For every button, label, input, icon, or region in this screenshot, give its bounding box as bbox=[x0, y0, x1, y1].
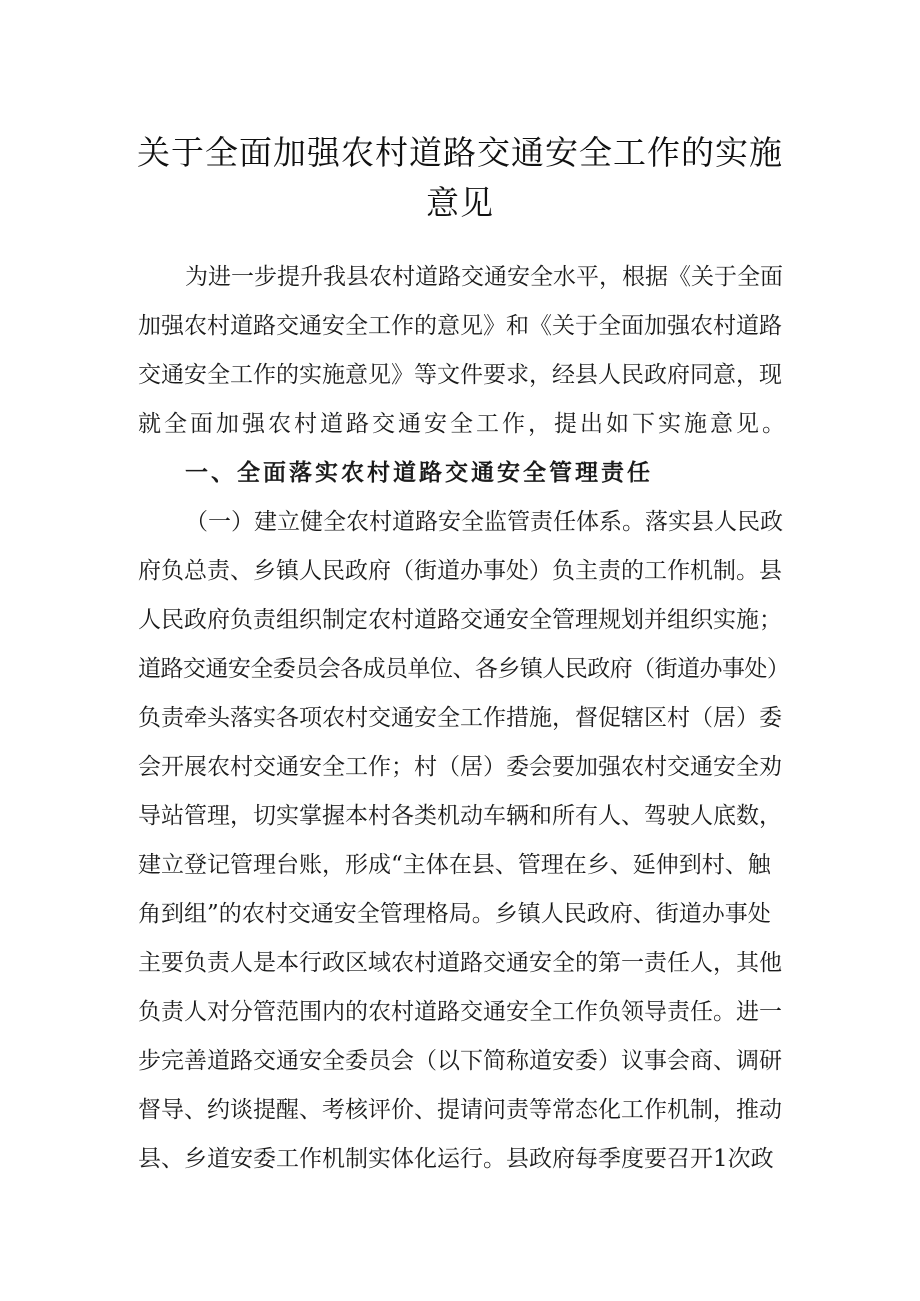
paragraph-1-line-5: 负责牵头落实各项农村交通安全工作措施，督促辖区村（居）委 bbox=[138, 705, 782, 731]
paragraph-1-line-13: 督导、约谈提醒、考核评价、提请问责等常态化工作机制，推动 bbox=[138, 1097, 782, 1123]
paragraph-1-line-12: 步完善道路交通安全委员会（以下简称道安委）议事会商、调研 bbox=[138, 1048, 782, 1074]
paragraph-1-line-3: 人民政府负责组织制定农村道路交通安全管理规划并组织实施； bbox=[138, 607, 782, 633]
paragraph-1-line-9: 角到组”的农村交通安全管理格局。乡镇人民政府、街道办事处 bbox=[138, 901, 771, 927]
paragraph-1-line-1: （一）建立健全农村道路安全监管责任体系。落实县人民政 bbox=[185, 509, 783, 535]
paragraph-1-line-14: 县、乡道安委工作机制实体化运行。县政府每季度要召开1次政 bbox=[138, 1146, 774, 1172]
paragraph-1-line-10: 主要负责人是本行政区域农村道路交通安全的第一责任人，其他 bbox=[138, 950, 782, 976]
paragraph-1-line-11: 负责人对分管范围内的农村道路交通安全工作负领导责任。进一 bbox=[138, 999, 782, 1025]
paragraph-1-line-6: 会开展农村交通安全工作；村（居）委会要加强农村交通安全劝 bbox=[138, 754, 782, 780]
paragraph-intro-line-1: 为进一步提升我县农村道路交通安全水平，根据《关于全面 bbox=[185, 264, 783, 290]
paragraph-1-line-4: 道路交通安全委员会各成员单位、各乡镇人民政府（街道办事处） bbox=[138, 656, 790, 682]
paragraph-intro-line-3: 交通安全工作的实施意见》等文件要求，经县人民政府同意，现 bbox=[138, 362, 782, 388]
document-title-line-2: 意见 bbox=[426, 183, 494, 222]
paragraph-1-line-8: 建立登记管理台账，形成“主体在县、管理在乡、延伸到村、触 bbox=[138, 852, 771, 878]
paragraph-intro-line-2: 加强农村道路交通安全工作的意见》和《关于全面加强农村道路 bbox=[138, 313, 782, 339]
paragraph-1-line-7: 导站管理，切实掌握本村各类机动车辆和所有人、驾驶人底数， bbox=[138, 803, 782, 829]
section-heading-1: 一、全面落实农村道路交通安全管理责任 bbox=[185, 460, 653, 486]
paragraph-1-line-2: 府负总责、乡镇人民政府（街道办事处）负主责的工作机制。县 bbox=[138, 558, 782, 584]
paragraph-intro-line-4: 就全面加强农村道路交通安全工作，提出如下实施意见。 bbox=[138, 411, 788, 437]
document-title-line-1: 关于全面加强农村道路交通安全工作的实施 bbox=[137, 133, 783, 172]
